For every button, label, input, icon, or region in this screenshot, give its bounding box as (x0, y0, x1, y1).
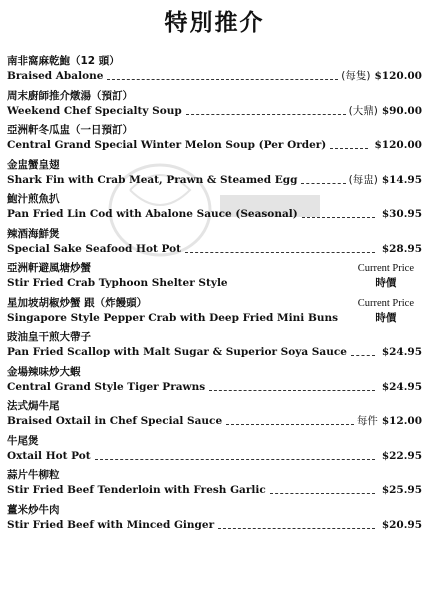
price-unit: (每隻) (341, 70, 371, 82)
dish-name-chinese: 牛尾煲 (7, 434, 39, 447)
dish-name-chinese: 薑米炒牛肉 (7, 503, 60, 516)
dish-name-english: Oxtail Hot Pot (7, 449, 91, 462)
dish-name-chinese: 周末廚師推介燉湯（預訂） (7, 89, 133, 102)
price-unit: (每盅) (348, 173, 378, 186)
menu-item (7, 296, 422, 331)
menu-item (7, 261, 422, 296)
dot-leader (270, 493, 375, 494)
menu-item (7, 227, 422, 262)
dish-price: $12.00 (381, 415, 422, 427)
dish-name-chinese: 辣酒海鮮煲 (7, 227, 60, 240)
menu-item (7, 365, 422, 400)
market-price-chinese: 時價 (375, 311, 397, 324)
dot-leader (209, 390, 375, 391)
dot-leader (107, 79, 338, 80)
dish-name-chinese: 法式焗牛尾 (7, 400, 60, 412)
dish-price: $30.95 (381, 208, 422, 220)
menu-item (7, 468, 422, 503)
dish-name-english: Weekend Chef Specialty Soup (7, 104, 182, 117)
dot-leader (301, 183, 345, 184)
dish-name-chinese: 南非窩麻乾鮑（12 頭） (7, 55, 120, 67)
dish-price: $14.95 (381, 173, 422, 186)
page-title: 特別推介 (164, 10, 265, 36)
menu-item (7, 54, 422, 89)
dish-name-english: Pan Fried Lin Cod with Abalone Sauce (Seasonal) (7, 208, 298, 220)
dish-price: $120.00 (374, 139, 422, 151)
dish-price: $20.95 (381, 518, 422, 531)
dot-leader (302, 217, 375, 218)
menu-items (7, 54, 422, 537)
dish-name-english: Pan Fried Scallop with Malt Sugar & Superior Soya Sauce (7, 346, 347, 358)
dish-name-chinese: 亞洲軒冬瓜盅（一日預訂） (7, 124, 133, 136)
dish-name-english: Central Grand Special Winter Melon Soup (Per Order) (7, 139, 327, 151)
dish-name-chinese: 蒜片牛柳粒 (7, 469, 60, 481)
dish-name-english: Stir Fried Beef Tenderloin with Fresh Garlic (7, 484, 266, 496)
dish-price: $25.95 (381, 484, 422, 496)
market-price-english: Current Price (357, 297, 414, 309)
dish-name-chinese: 星加坡胡椒炒蟹 跟（炸饅頭） (7, 296, 148, 309)
dish-name-english: Special Sake Seafood Hot Pot (7, 242, 181, 255)
menu-item (7, 123, 422, 158)
menu-item (7, 330, 422, 365)
menu-item (7, 158, 422, 193)
dish-name-chinese: 鮑汁煎魚扒 (7, 193, 60, 205)
dish-name-english: Singapore Style Pepper Crab with Deep Fried Mini Buns (7, 311, 339, 324)
dish-name-chinese: 金盅蟹皇翅 (7, 158, 60, 171)
menu-item (7, 89, 422, 124)
price-unit: 每件 (356, 415, 378, 427)
dish-name-english: Stir Fried Beef with Minced Ginger (7, 518, 215, 531)
dish-name-english: Braised Abalone (7, 70, 104, 82)
dish-price: $28.95 (381, 242, 422, 255)
menu-item (7, 399, 422, 434)
dish-name-english: Shark Fin with Crab Meat, Prawn & Steamed Egg (7, 173, 298, 186)
dish-price: $120.00 (374, 70, 422, 82)
dish-price: $24.95 (381, 346, 422, 358)
dish-name-chinese: 豉油皇干煎大帶子 (7, 331, 91, 343)
menu-item (7, 503, 422, 538)
price-unit: (大鼎) (348, 104, 378, 117)
menu-item (7, 434, 422, 469)
market-price (358, 261, 414, 291)
dish-price: $24.95 (381, 380, 422, 393)
dot-leader (351, 355, 375, 356)
dot-leader (218, 528, 375, 529)
dot-leader (95, 459, 375, 460)
menu-item (7, 192, 422, 227)
market-price-chinese: 時價 (375, 277, 397, 289)
dish-name-english: Central Grand Style Tiger Prawns (7, 380, 206, 393)
market-price (358, 296, 414, 326)
dish-price: $90.00 (381, 104, 422, 117)
dish-name-chinese: 金場辣味炒大蝦 (7, 365, 81, 378)
dot-leader (185, 252, 375, 253)
market-price-english: Current Price (357, 263, 414, 274)
dish-name-english: Stir Fried Crab Typhoon Shelter Style (7, 277, 228, 289)
dish-name-chinese: 亞洲軒避風塘炒蟹 (7, 262, 91, 274)
dish-name-english: Braised Oxtail in Chef Special Sauce (7, 415, 223, 427)
dot-leader (226, 424, 354, 425)
dish-price: $22.95 (381, 449, 422, 462)
dot-leader (186, 114, 346, 115)
dot-leader (330, 148, 367, 149)
